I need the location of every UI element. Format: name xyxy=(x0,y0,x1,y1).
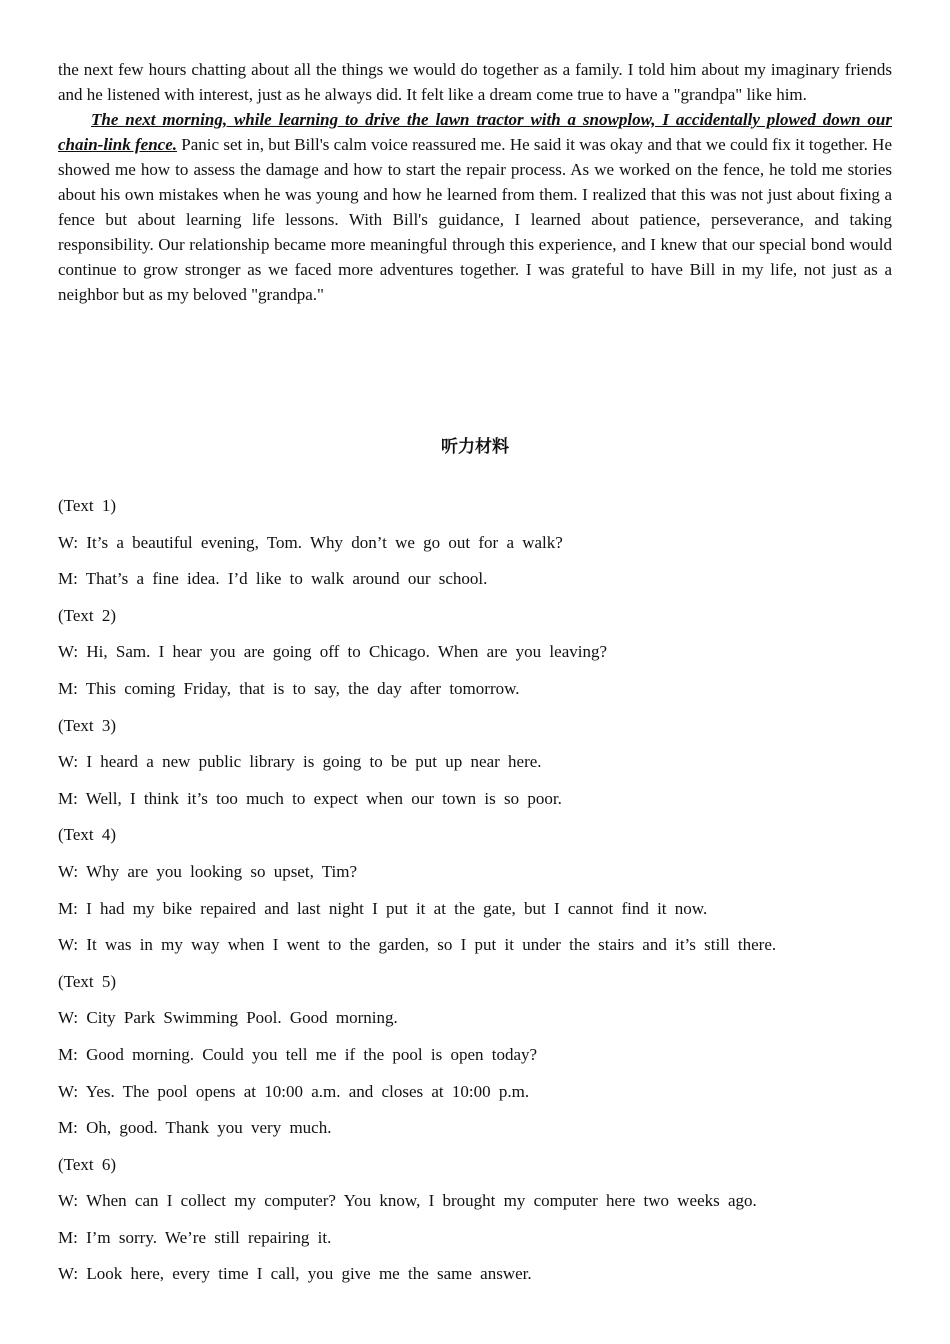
story-paragraph-2-body: Panic set in, but Bill's calm voice reassured me. He said it was okay and that we could fix it together. He showed me how to assess the damage and how to start the repair process. As we worked on the fence, he told me stories about his own mistakes when he was young and how he learned from them. I realized that this was not just about fixing a fence but about learning life lessons. With Bill's guidance, I learned about patience, perseverance, and taking responsibility. Our relationship became more meaningful through this experience, and I knew that our special bond would continue to grow stronger as we faced more adventures together. I was grateful to have Bill in my life, not just as a neighbor but as my beloved "grandpa." xyxy=(58,135,892,304)
transcript-line: M: I had my bike repaired and last night I put it at the gate, but I cannot find it now. xyxy=(58,898,708,918)
transcript-line: M: Good morning. Could you tell me if the pool is open today? xyxy=(58,1044,538,1064)
transcript-line: W: When can I collect my computer? You know, I brought my computer here two weeks ago. xyxy=(58,1191,757,1211)
transcript-line: M: Well, I think it’s too much to expect when our town is so poor. xyxy=(58,788,562,808)
transcript-line: W: Why are you looking so upset, Tim? xyxy=(58,861,358,881)
transcript-line: M: This coming Friday, that is to say, the day after tomorrow. xyxy=(58,678,520,698)
section-title: 听力材料 xyxy=(441,437,509,457)
story-highlight-sentence: The next morning, while learning to drive the lawn tractor with a snowplow, I accidentally plowed down our chain-link fence. xyxy=(58,110,892,154)
story-section xyxy=(58,57,892,307)
transcript-line: (Text 1) xyxy=(58,496,117,515)
transcript-line: W: Yes. The pool opens at 10:00 a.m. and closes at 10:00 p.m. xyxy=(58,1081,530,1101)
transcript-line: (Text 6) xyxy=(58,1154,117,1174)
transcript-line: M: That’s a fine idea. I’d like to walk around our school. xyxy=(58,569,488,589)
transcript-line: W: Hi, Sam. I hear you are going off to Chicago. When are you leaving? xyxy=(58,642,608,662)
story-paragraph-1: the next few hours chatting about all the things we would do together as a family. I told him about my imaginary friends and he listened with interest, just as he always did. It felt like a dream come true to have a "grandpa" like him. xyxy=(58,60,892,104)
transcript-line: W: City Park Swimming Pool. Good morning. xyxy=(58,1008,398,1028)
transcript-line: (Text 2) xyxy=(58,605,117,625)
transcript-line: M: I’m sorry. We’re still repairing it. xyxy=(58,1227,332,1247)
transcript-line: (Text 5) xyxy=(58,971,117,991)
story-paragraph-2 xyxy=(58,107,892,307)
transcript-line: W: Look here, every time I call, you give me the same answer. xyxy=(58,1264,532,1284)
listening-transcript xyxy=(58,492,918,1297)
transcript-line: W: I heard a new public library is going to be put up near here. xyxy=(58,752,542,772)
transcript-line: (Text 4) xyxy=(58,825,117,845)
transcript-line: W: It was in my way when I went to the garden, so I put it under the stairs and it’s still there. xyxy=(58,935,777,955)
transcript-line: M: Oh, good. Thank you very much. xyxy=(58,1118,332,1138)
transcript-line: W: It’s a beautiful evening, Tom. Why don’t we go out for a walk? xyxy=(58,532,563,552)
transcript-line: (Text 3) xyxy=(58,715,117,735)
